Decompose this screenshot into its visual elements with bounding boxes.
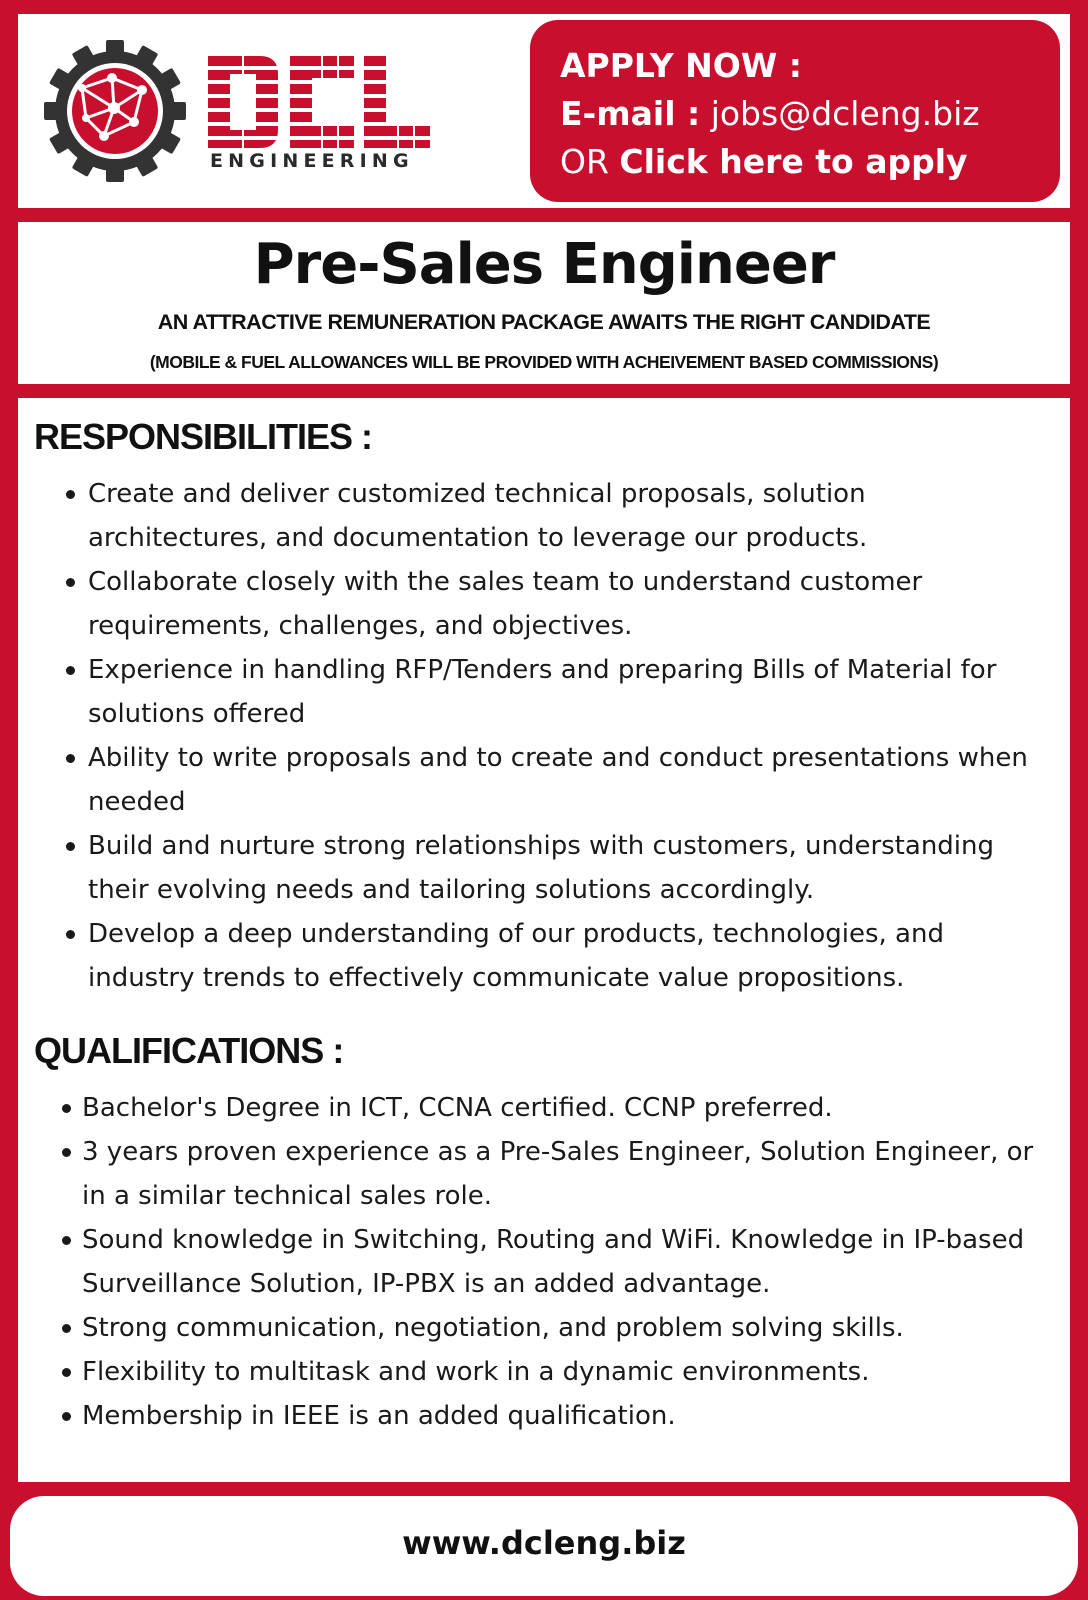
logo-subtext: ENGINEERING	[210, 150, 414, 172]
bullet-icon	[66, 578, 75, 587]
bullet-icon	[62, 1368, 71, 1377]
website-link[interactable]: www.dcleng.biz	[402, 1524, 686, 1562]
gear-globe-logo-icon	[42, 38, 188, 184]
bullet-icon	[62, 1412, 71, 1421]
bullet-icon	[66, 666, 75, 675]
bullet-icon	[62, 1148, 71, 1157]
bullet-icon	[62, 1324, 71, 1333]
list-item: Collaborate closely with the sales team to understand customer requirements, challenges, and objectives.	[88, 560, 1078, 648]
list-item: Experience in handling RFP/Tenders and preparing Bills of Material for solutions offered	[88, 648, 1078, 736]
bullet-icon	[66, 930, 75, 939]
title-panel	[18, 222, 1070, 384]
apply-link[interactable]: Click here to apply	[619, 142, 968, 181]
list-item: Membership in IEEE is an added qualification.	[82, 1394, 1072, 1438]
header	[18, 14, 1070, 208]
footer	[10, 1496, 1078, 1596]
bullet-icon	[62, 1104, 71, 1113]
allowances-note: (MOBILE & FUEL ALLOWANCES WILL BE PROVIDED WITH ACHEIVEMENT BASED COMMISSIONS)	[149, 352, 939, 372]
qualifications-heading: QUALIFICATIONS :	[34, 1030, 344, 1071]
or-text: OR	[560, 142, 609, 181]
responsibilities-heading: RESPONSIBILITIES :	[34, 416, 373, 457]
qualifications-list	[82, 1086, 1072, 1438]
list-item: Sound knowledge in Switching, Routing and WiFi. Knowledge in IP-based Surveillance Solution, IP-PBX is an added advantage.	[82, 1218, 1072, 1306]
bullet-icon	[66, 842, 75, 851]
email-link[interactable]: jobs@dcleng.biz	[710, 94, 980, 133]
list-item: Flexibility to multitask and work in a dynamic environments.	[82, 1350, 1072, 1394]
bullet-icon	[66, 754, 75, 763]
apply-now-box	[530, 20, 1060, 202]
responsibilities-list	[88, 472, 1078, 1000]
list-item: Build and nurture strong relationships with customers, understanding their evolving needs and tailoring solutions accordingly.	[88, 824, 1078, 912]
tagline: AN ATTRACTIVE REMUNERATION PACKAGE AWAITS THE RIGHT CANDIDATE	[157, 310, 931, 334]
job-title: Pre-Sales Engineer	[253, 232, 835, 297]
apply-heading: APPLY NOW :	[560, 46, 802, 85]
list-item: Bachelor's Degree in ICT, CCNA certified. CCNP preferred.	[82, 1086, 1072, 1130]
body-panel	[18, 398, 1070, 1482]
list-item: Strong communication, negotiation, and problem solving skills.	[82, 1306, 1072, 1350]
dcl-wordmark	[208, 56, 430, 154]
list-item: Create and deliver customized technical proposals, solution architectures, and documentation to leverage our products.	[88, 472, 1078, 560]
bullet-icon	[62, 1236, 71, 1245]
bullet-icon	[66, 490, 75, 499]
list-item: Develop a deep understanding of our products, technologies, and industry trends to effectively communicate value propositions.	[88, 912, 1078, 1000]
email-label: E-mail :	[560, 94, 701, 133]
list-item: Ability to write proposals and to create and conduct presentations when needed	[88, 736, 1078, 824]
list-item: 3 years proven experience as a Pre-Sales Engineer, Solution Engineer, or in a similar technical sales role.	[82, 1130, 1072, 1218]
